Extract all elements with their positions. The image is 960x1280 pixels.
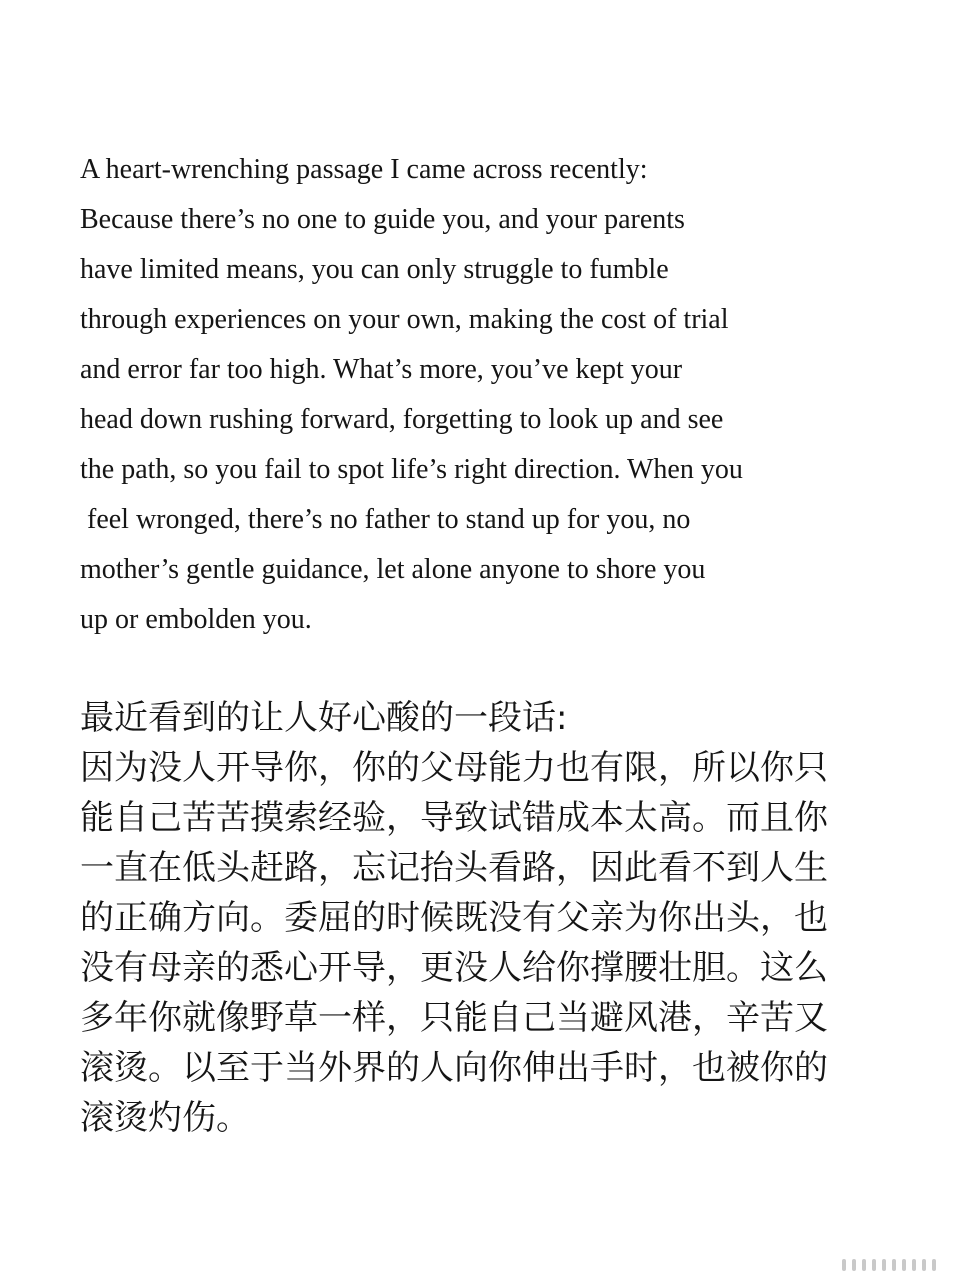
chinese-line: 没有母亲的悉心开导，更没人给你撑腰壮胆。这么 — [80, 948, 828, 988]
chinese-line: 多年你就像野草一样，只能自己当避风港，辛苦又 — [80, 998, 828, 1038]
chinese-line: 最近看到的让人好心酸的一段话: — [80, 698, 568, 738]
watermark-dot — [882, 1259, 886, 1271]
chinese-line: 因为没人开导你，你的父母能力也有限，所以你只 — [80, 748, 828, 788]
chinese-line: 的正确方向。委屈的时候既没有父亲为你出头，也 — [80, 898, 828, 938]
english-line: the path, so you fail to spot life’s right direction. When you — [80, 454, 743, 485]
watermark-dot — [852, 1259, 856, 1271]
watermark-dots-icon — [842, 1256, 946, 1274]
watermark-dot — [922, 1259, 926, 1271]
chinese-line: 一直在低头赶路，忘记抬头看路，因此看不到人生 — [80, 848, 828, 888]
chinese-line: 滚烫。以至于当外界的人向你伸出手时，也被你的 — [80, 1048, 828, 1088]
english-line: feel wronged, there’s no father to stand up for you, no — [80, 504, 691, 535]
english-line: up or embolden you. — [80, 604, 312, 635]
english-line: have limited means, you can only struggle to fumble — [80, 254, 669, 285]
chinese-passage — [80, 693, 940, 1143]
english-passage — [80, 145, 940, 645]
chinese-line: 滚烫灼伤。 — [80, 1098, 250, 1138]
watermark-dot — [932, 1259, 936, 1271]
english-line: and error far too high. What’s more, you’ve kept your — [80, 354, 683, 385]
english-line: A heart-wrenching passage I came across recently: — [80, 154, 648, 185]
watermark-dot — [892, 1259, 896, 1271]
watermark-dot — [902, 1259, 906, 1271]
english-line: mother’s gentle guidance, let alone anyone to shore you — [80, 554, 706, 585]
english-line: through experiences on your own, making the cost of trial — [80, 304, 729, 335]
chinese-line: 能自己苦苦摸索经验，导致试错成本太高。而且你 — [80, 798, 828, 838]
english-line: head down rushing forward, forgetting to look up and see — [80, 404, 724, 435]
watermark-dot — [862, 1259, 866, 1271]
watermark-dot — [842, 1259, 846, 1271]
english-line: Because there’s no one to guide you, and your parents — [80, 204, 685, 235]
watermark-dot — [872, 1259, 876, 1271]
watermark-dot — [912, 1259, 916, 1271]
